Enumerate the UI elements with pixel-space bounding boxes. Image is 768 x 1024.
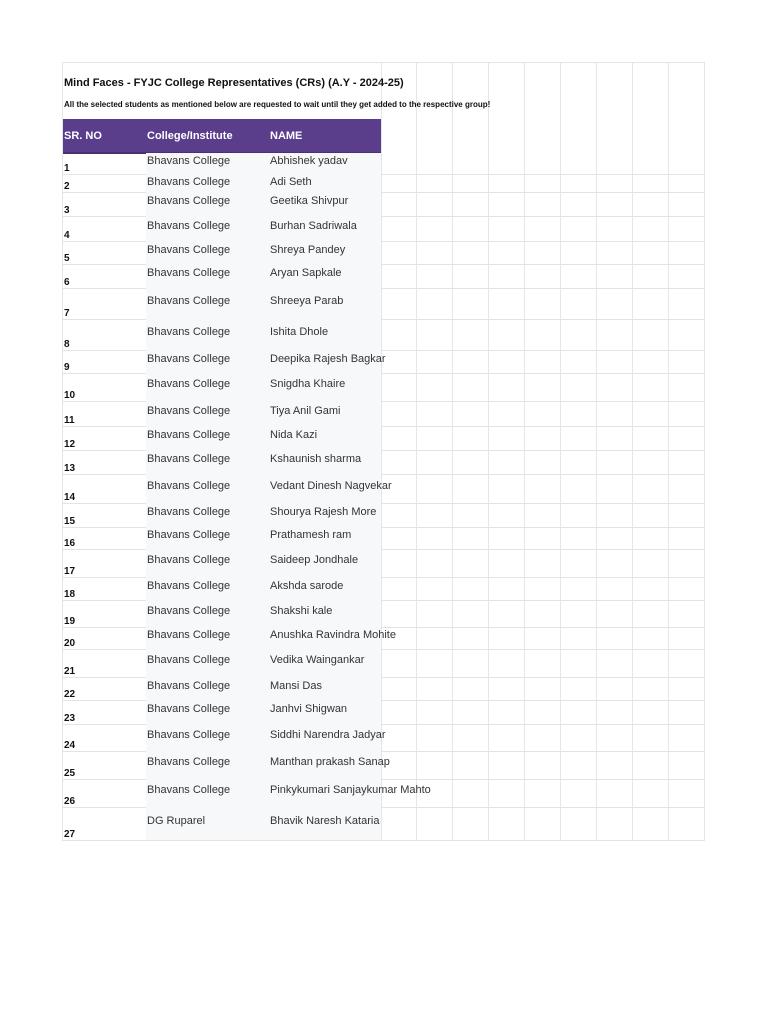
college-cell: Bhavans College — [147, 629, 231, 641]
table-row — [62, 779, 431, 807]
table-row — [62, 807, 382, 840]
sr-no-cell: 18 — [64, 589, 76, 600]
sr-no-cell: 21 — [64, 666, 76, 677]
college-cell: Bhavans College — [147, 195, 231, 207]
name-cell: Bhavik Naresh Kataria — [270, 815, 380, 827]
college-cell: Bhavans College — [147, 554, 231, 566]
college-cell: Bhavans College — [147, 295, 231, 307]
table-row — [62, 751, 390, 779]
college-cell: Bhavans College — [147, 378, 231, 390]
grid-line — [62, 62, 705, 63]
table-row — [62, 153, 382, 174]
spreadsheet — [62, 62, 705, 840]
header-name: NAME — [270, 130, 303, 142]
table-row — [62, 627, 396, 649]
table-row — [62, 450, 382, 474]
name-cell: Shreeya Parab — [270, 295, 344, 307]
college-cell: Bhavans College — [147, 784, 231, 796]
college-cell: Bhavans College — [147, 703, 231, 715]
sr-no-cell: 6 — [64, 277, 70, 288]
sr-no-cell: 26 — [64, 796, 76, 807]
header-college: College/Institute — [147, 130, 233, 142]
name-cell: Adi Seth — [270, 176, 312, 188]
college-cell: Bhavans College — [147, 429, 231, 441]
college-cell: Bhavans College — [147, 529, 231, 541]
name-cell: Pinkykumari Sanjaykumar Mahto — [270, 784, 431, 796]
sr-no-cell: 5 — [64, 253, 70, 264]
sr-no-cell: 4 — [64, 230, 70, 241]
name-cell: Abhishek yadav — [270, 155, 348, 167]
name-cell: Aryan Sapkale — [270, 267, 342, 279]
table-row — [62, 373, 382, 401]
name-cell: Burhan Sadriwala — [270, 220, 357, 232]
name-cell: Shreya Pandey — [270, 244, 346, 256]
sr-no-cell: 13 — [64, 463, 76, 474]
sr-no-cell: 14 — [64, 492, 76, 503]
college-cell: Bhavans College — [147, 155, 231, 167]
sr-no-cell: 17 — [64, 566, 76, 577]
row-divider — [62, 840, 705, 841]
table-row — [62, 426, 382, 450]
name-cell: Manthan prakash Sanap — [270, 756, 390, 768]
college-cell: Bhavans College — [147, 353, 231, 365]
table-row — [62, 677, 382, 700]
table-row — [62, 288, 382, 319]
sheet-subtitle: All the selected students as mentioned below are requested to wait until they get added to the respective group! — [64, 100, 491, 109]
sr-no-cell: 15 — [64, 516, 76, 527]
sr-no-cell: 23 — [64, 713, 76, 724]
sr-no-cell: 24 — [64, 740, 76, 751]
table-row — [62, 264, 382, 288]
table-row — [62, 649, 382, 677]
sr-no-cell: 19 — [64, 616, 76, 627]
sr-no-cell: 22 — [64, 689, 76, 700]
table-row — [62, 216, 382, 241]
table-row — [62, 549, 382, 577]
table-row — [62, 700, 382, 724]
college-cell: Bhavans College — [147, 654, 231, 666]
table-row — [62, 577, 382, 600]
sr-no-cell: 1 — [64, 163, 70, 174]
header-sr-no: SR. NO — [64, 130, 102, 142]
table-row — [62, 600, 382, 627]
name-cell: Geetika Shivpur — [270, 195, 349, 207]
name-cell: Tiya Anil Gami — [270, 405, 341, 417]
college-cell: Bhavans College — [147, 729, 231, 741]
table-row — [62, 724, 386, 751]
name-cell: Deepika Rajesh Bagkar — [270, 353, 386, 365]
name-cell: Anushka Ravindra Mohite — [270, 629, 396, 641]
sr-no-cell: 10 — [64, 390, 76, 401]
table-row — [62, 174, 382, 192]
name-cell: Ishita Dhole — [270, 326, 329, 338]
name-cell: Vedika Waingankar — [270, 654, 365, 666]
sheet-title: Mind Faces - FYJC College Representatives (CRs) (A.Y - 2024-25) — [64, 77, 404, 89]
college-cell: Bhavans College — [147, 326, 231, 338]
sr-no-cell: 2 — [64, 181, 70, 192]
sr-no-cell: 3 — [64, 205, 70, 216]
table-row — [62, 350, 386, 373]
table-row — [62, 527, 382, 549]
table-row — [62, 401, 382, 426]
college-cell: Bhavans College — [147, 267, 231, 279]
name-cell: Shakshi kale — [270, 605, 333, 617]
name-cell: Kshaunish sharma — [270, 453, 362, 465]
sr-no-cell: 11 — [64, 415, 75, 426]
name-cell: Mansi Das — [270, 680, 322, 692]
college-cell: Bhavans College — [147, 244, 231, 256]
name-cell: Akshda sarode — [270, 580, 344, 592]
college-cell: Bhavans College — [147, 480, 231, 492]
name-cell: Snigdha Khaire — [270, 378, 346, 390]
name-cell: Vedant Dinesh Nagvekar — [270, 480, 392, 492]
sr-no-cell: 27 — [64, 829, 76, 840]
name-cell: Janhvi Shigwan — [270, 703, 348, 715]
college-cell: Bhavans College — [147, 756, 231, 768]
sr-no-cell: 25 — [64, 768, 76, 779]
sr-no-cell: 20 — [64, 638, 76, 649]
sr-no-cell: 9 — [64, 362, 70, 373]
sr-no-cell: 12 — [64, 439, 76, 450]
college-cell: Bhavans College — [147, 580, 231, 592]
sr-no-cell: 7 — [64, 308, 70, 319]
college-cell: DG Ruparel — [147, 815, 206, 827]
name-cell: Saideep Jondhale — [270, 554, 359, 566]
name-cell: Shourya Rajesh More — [270, 506, 377, 518]
table-row — [62, 192, 382, 216]
college-cell: Bhavans College — [147, 605, 231, 617]
college-cell: Bhavans College — [147, 506, 231, 518]
name-cell: Siddhi Narendra Jadyar — [270, 729, 386, 741]
sr-no-cell: 16 — [64, 538, 76, 549]
college-cell: Bhavans College — [147, 176, 231, 188]
name-cell: Prathamesh ram — [270, 529, 352, 541]
table-row — [62, 474, 392, 503]
name-cell: Nida Kazi — [270, 429, 318, 441]
table-row — [62, 319, 382, 350]
table-row — [62, 241, 382, 264]
college-cell: Bhavans College — [147, 220, 231, 232]
college-cell: Bhavans College — [147, 405, 231, 417]
college-cell: Bhavans College — [147, 680, 231, 692]
sr-no-cell: 8 — [64, 339, 70, 350]
table-row — [62, 503, 382, 527]
college-cell: Bhavans College — [147, 453, 231, 465]
